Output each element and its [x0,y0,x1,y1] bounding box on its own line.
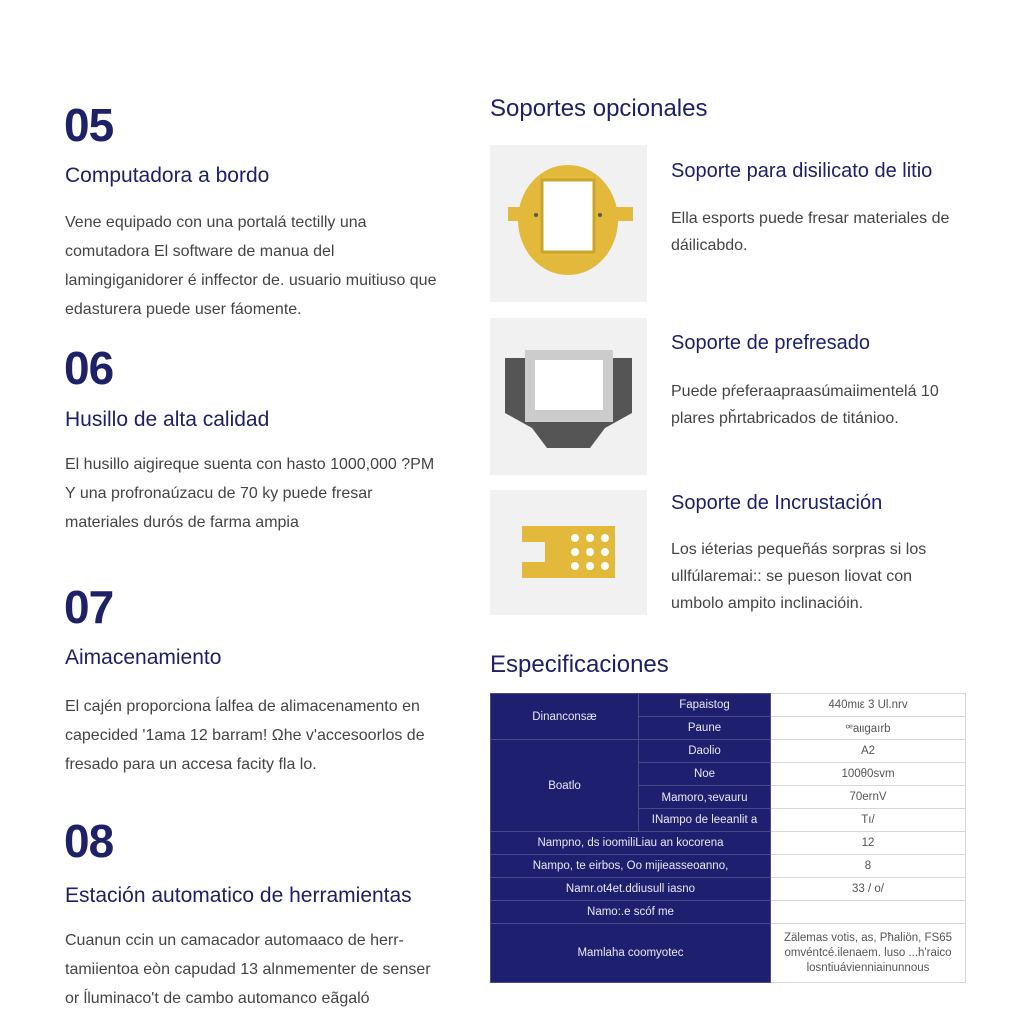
spec-value: 8 [771,855,966,878]
spec-value: 440mιε 3 Ul.nrv [771,694,966,717]
spec-value [771,901,966,924]
spec-key: Fapaistog [639,694,771,717]
spec-key: Namo:.e scóf me [491,901,771,924]
holder-image [490,318,647,475]
optional-title: Soporte de prefresado [671,332,871,354]
spec-value: Tı/ [771,809,966,832]
table-row [491,694,966,717]
spec-group: Boatlo [491,740,639,832]
lithium-disilicate-holder-icon [490,145,647,302]
feature-body: El husillo aigireque suenta con hasto 1000,000 ?PM Y una profronaúzacu de 70 ky puede fresar materiales durós de farma ampia [65,456,435,531]
spec-key: INampo de leeanlit a [639,809,771,832]
table-row [491,855,966,878]
spec-value: 33 / o/ [771,878,966,901]
premilled-holder-icon [490,318,647,475]
spec-key: Noe [639,763,771,786]
table-row [491,924,966,983]
feature-number: 07 [64,581,114,633]
table-row [491,832,966,855]
spec-key: Paune [639,717,771,740]
feature-number: 05 [64,99,114,151]
feature-body: Vene equipado con una portalá tectilly una comutadora El software de manua del lamingiganidorer é inffector de. usuario muitiuso que edasturera puede user fáomente. [65,214,437,318]
feature-number: 08 [64,815,114,867]
spec-key: Daolio [639,740,771,763]
feature-title: Computadora a bordo [65,164,270,187]
spec-key: Mamlaha coomyotec [491,924,771,983]
optional-title: Soporte para disilicato de litio [671,160,933,182]
optional-heading: Soportes opcionales [490,95,708,122]
specs-table [490,693,966,983]
feature-body: El cajén proporciona ĺalfea de alimacenamento en capecided '1ama 12 barram! Ωhe v'accesoorlos de fresado para un accesa facity fla lo. [65,698,425,773]
inlay-holder-icon [490,490,647,615]
holder-image [490,490,647,615]
spec-value: A2 [771,740,966,763]
spec-key: Nampno, ds ioomiliLiau an kocorena [491,832,771,855]
spec-key: Namr.ot4et.ddiusull iasno [491,878,771,901]
feature-title: Husillo de alta calidad [65,408,270,431]
spec-key: Mamoro,ꝛevauru [639,786,771,809]
table-row [491,878,966,901]
optional-body: Los iéterias pequeñás sorpras si los ullfúlaremai:: se pueson liovat con umbolo ampito inclinacióin. [671,541,927,612]
optional-title: Soporte de Incrustación [671,492,883,514]
spec-value: 100θ0svm [771,763,966,786]
table-row [491,740,966,763]
spec-value: 12 [771,832,966,855]
spec-key: Nampo, te eirbos, Oo mijieasseoanno, [491,855,771,878]
feature-title: Estación automatico de herramientas [65,884,412,907]
optional-body: Ella esports puede fresar materiales de dáilicabdo. [671,210,950,254]
spec-value: 70ernV [771,786,966,809]
feature-title: Aimacenamiento [65,646,222,669]
feature-body: Cuanun ccin un camacador automaaco de herr-tamiientoa eòn capudad 13 alnmementer de senser or ĺluminaco't de cambo automanco eãgaló [65,932,431,1007]
spec-value: Zälemas votis, as, Pħaliön, FS65 omvéntcé.ilenaem. luso ...h'raico losntiuávienniainunnous [771,924,966,983]
feature-number: 06 [64,342,114,394]
specs-heading: Especificaciones [490,651,669,678]
table-row [491,901,966,924]
spec-value: ꟹaιιgaırb [771,717,966,740]
spec-group: Dinanconsæ [491,694,639,740]
optional-body: Puede pŕeferaapraasúmaiimentelá 10 plares pȟrtabricados de titánioo. [671,383,939,427]
holder-image [490,145,647,302]
